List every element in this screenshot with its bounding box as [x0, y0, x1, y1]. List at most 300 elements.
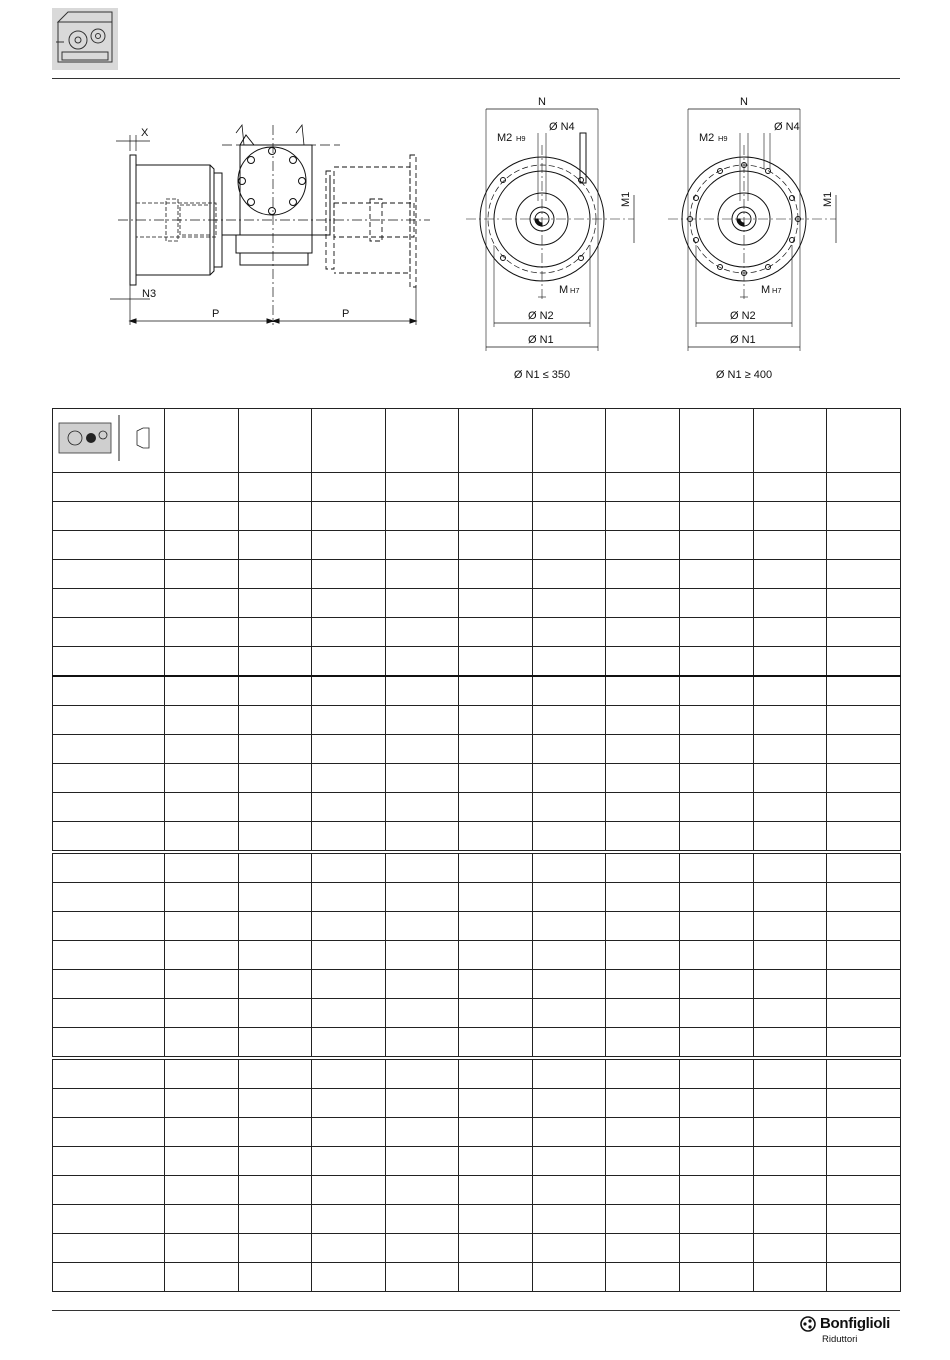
table-cell	[459, 1058, 533, 1089]
table-cell	[680, 1089, 754, 1118]
table-cell	[239, 764, 312, 793]
table-cell	[827, 912, 901, 941]
table-cell	[680, 883, 754, 912]
table-cell	[606, 647, 680, 677]
table-row	[53, 589, 901, 618]
table-cell	[533, 1058, 606, 1089]
table-cell	[239, 1263, 312, 1292]
table-cell	[606, 941, 680, 970]
table-cell	[312, 1234, 386, 1263]
table-cell	[312, 912, 386, 941]
table-cell	[386, 1028, 459, 1059]
table-cell	[606, 764, 680, 793]
table-cell	[165, 1089, 239, 1118]
table-cell	[312, 589, 386, 618]
table-cell	[239, 473, 312, 502]
table-cell	[827, 1058, 901, 1089]
table-cell	[239, 560, 312, 589]
table-cell	[239, 1058, 312, 1089]
table-cell	[312, 1028, 386, 1059]
table-cell	[239, 1234, 312, 1263]
table-cell	[165, 1028, 239, 1059]
table-cell	[680, 647, 754, 677]
table-cell	[606, 1176, 680, 1205]
label-m-tol-small: H7	[570, 286, 580, 295]
table-cell	[239, 589, 312, 618]
table-cell	[827, 822, 901, 853]
bonfiglioli-logo-icon	[800, 1316, 816, 1332]
table-cell	[386, 970, 459, 999]
label-x: X	[141, 127, 149, 139]
table-cell	[680, 1058, 754, 1089]
label-m2-tol-large: H9	[718, 134, 728, 143]
table-cell	[533, 735, 606, 764]
table-cell	[827, 1118, 901, 1147]
table-cell	[459, 1147, 533, 1176]
table-cell	[165, 1147, 239, 1176]
table-row	[53, 1147, 901, 1176]
table-cell	[680, 941, 754, 970]
table-cell	[53, 589, 165, 618]
table-cell	[754, 1263, 827, 1292]
table-cell	[239, 883, 312, 912]
table-cell	[754, 1028, 827, 1059]
table-cell	[754, 1176, 827, 1205]
table-cell	[680, 970, 754, 999]
table-cell	[680, 1028, 754, 1059]
table-cell	[386, 1118, 459, 1147]
table-cell	[827, 618, 901, 647]
label-n2-large: Ø N2	[730, 310, 756, 322]
table-cell	[53, 999, 165, 1028]
table-cell	[459, 1028, 533, 1059]
table-cell	[827, 999, 901, 1028]
label-p-left: P	[212, 308, 220, 320]
table-cell	[239, 618, 312, 647]
table-header-icon-cell	[53, 409, 165, 473]
table-cell	[386, 912, 459, 941]
table-row	[53, 793, 901, 822]
table-cell	[533, 1089, 606, 1118]
table-cell	[459, 1089, 533, 1118]
table-cell	[606, 883, 680, 912]
table-cell	[606, 999, 680, 1028]
table-cell	[680, 560, 754, 589]
table-cell	[386, 852, 459, 883]
table-cell	[459, 793, 533, 822]
table-cell	[165, 1263, 239, 1292]
side-view	[110, 125, 430, 325]
table-row	[53, 706, 901, 735]
table-cell	[827, 764, 901, 793]
table-cell	[533, 1147, 606, 1176]
table-row	[53, 473, 901, 502]
table-cell	[459, 706, 533, 735]
table-cell	[53, 883, 165, 912]
table-cell	[165, 589, 239, 618]
table-row	[53, 647, 901, 677]
table-header-cell	[606, 409, 680, 473]
table-cell	[606, 852, 680, 883]
table-cell	[386, 647, 459, 677]
table-cell	[827, 706, 901, 735]
table-cell	[53, 912, 165, 941]
table-cell	[312, 502, 386, 531]
table-cell	[606, 1147, 680, 1176]
table-cell	[312, 676, 386, 706]
table-cell	[165, 941, 239, 970]
table-cell	[312, 822, 386, 853]
table-cell	[533, 706, 606, 735]
table-cell	[459, 852, 533, 883]
label-n2-small: Ø N2	[528, 310, 554, 322]
table-cell	[239, 999, 312, 1028]
table-row	[53, 1089, 901, 1118]
table-cell	[754, 970, 827, 999]
table-cell	[459, 647, 533, 677]
table-cell	[53, 502, 165, 531]
table-cell	[53, 1147, 165, 1176]
table-cell	[754, 1147, 827, 1176]
label-n-large: N	[740, 96, 748, 108]
table-cell	[386, 883, 459, 912]
table-cell	[827, 647, 901, 677]
table-cell	[459, 1234, 533, 1263]
table-cell	[533, 647, 606, 677]
table-cell	[533, 883, 606, 912]
table-cell	[606, 1263, 680, 1292]
table-cell	[533, 1263, 606, 1292]
footer-rule	[52, 1310, 900, 1311]
label-m2-tol-small: H9	[516, 134, 526, 143]
table-cell	[827, 1028, 901, 1059]
table-cell	[680, 1234, 754, 1263]
table-cell	[606, 560, 680, 589]
table-cell	[312, 941, 386, 970]
table-cell	[386, 676, 459, 706]
table-cell	[53, 473, 165, 502]
table-cell	[754, 1089, 827, 1118]
table-cell	[239, 676, 312, 706]
table-cell	[312, 793, 386, 822]
table-cell	[754, 647, 827, 677]
table-cell	[754, 560, 827, 589]
label-p-right: P	[342, 308, 350, 320]
table-cell	[239, 706, 312, 735]
table-cell	[533, 560, 606, 589]
table-cell	[827, 883, 901, 912]
table-cell	[312, 883, 386, 912]
table-row	[53, 676, 901, 706]
table-cell	[165, 822, 239, 853]
table-cell	[312, 531, 386, 560]
table-cell	[827, 1205, 901, 1234]
table-cell	[533, 822, 606, 853]
table-cell	[239, 735, 312, 764]
label-n4-small: Ø N4	[549, 121, 575, 133]
table-row	[53, 999, 901, 1028]
table-cell	[533, 1205, 606, 1234]
table-row	[53, 970, 901, 999]
label-n4-large: Ø N4	[774, 121, 800, 133]
table-cell	[606, 1234, 680, 1263]
table-cell	[53, 793, 165, 822]
table-header-cell	[386, 409, 459, 473]
table-cell	[165, 706, 239, 735]
table-cell	[53, 852, 165, 883]
table-cell	[533, 764, 606, 793]
table-row	[53, 1263, 901, 1292]
table-cell	[239, 647, 312, 677]
table-cell	[754, 706, 827, 735]
table-cell	[533, 502, 606, 531]
label-n-small: N	[538, 96, 546, 108]
table-cell	[827, 1234, 901, 1263]
table-cell	[312, 473, 386, 502]
table-cell	[312, 1147, 386, 1176]
table-cell	[533, 912, 606, 941]
label-m1-large: M1	[822, 191, 834, 207]
table-cell	[53, 618, 165, 647]
table-cell	[606, 1118, 680, 1147]
table-cell	[53, 764, 165, 793]
table-cell	[239, 822, 312, 853]
table-cell	[53, 1118, 165, 1147]
table-cell	[239, 941, 312, 970]
table-cell	[680, 852, 754, 883]
table-cell	[754, 531, 827, 560]
table-cell	[165, 764, 239, 793]
table-cell	[680, 735, 754, 764]
table-cell	[239, 852, 312, 883]
table-cell	[827, 970, 901, 999]
table-cell	[459, 822, 533, 853]
table-header-cell	[754, 409, 827, 473]
table-cell	[165, 560, 239, 589]
table-cell	[53, 1058, 165, 1089]
table-cell	[239, 1118, 312, 1147]
table-cell	[680, 706, 754, 735]
table-cell	[680, 793, 754, 822]
table-header-cell	[312, 409, 386, 473]
table-cell	[459, 676, 533, 706]
table-cell	[533, 793, 606, 822]
caption-large-flange: Ø N1 ≥ 400	[715, 369, 773, 381]
table-cell	[606, 618, 680, 647]
table-cell	[754, 1058, 827, 1089]
table-cell	[680, 589, 754, 618]
table-cell	[312, 1205, 386, 1234]
table-cell	[53, 647, 165, 677]
table-header-row	[53, 409, 901, 473]
table-cell	[312, 618, 386, 647]
table-row	[53, 1234, 901, 1263]
table-cell	[827, 502, 901, 531]
table-cell	[680, 473, 754, 502]
gearbox-thumbnail-icon	[52, 8, 118, 70]
table-cell	[165, 970, 239, 999]
table-cell	[754, 852, 827, 883]
table-cell	[680, 676, 754, 706]
table-cell	[606, 531, 680, 560]
table-cell	[386, 1205, 459, 1234]
table-cell	[386, 1176, 459, 1205]
table-cell	[312, 647, 386, 677]
table-cell	[754, 618, 827, 647]
table-cell	[754, 822, 827, 853]
dimensions-table	[52, 408, 901, 1292]
table-cell	[386, 1058, 459, 1089]
table-header-cell	[533, 409, 606, 473]
table-cell	[312, 1058, 386, 1089]
table-cell	[459, 560, 533, 589]
table-cell	[239, 912, 312, 941]
table-row	[53, 1028, 901, 1059]
table-cell	[459, 618, 533, 647]
table-cell	[239, 1147, 312, 1176]
table-row	[53, 560, 901, 589]
table-cell	[827, 793, 901, 822]
table-cell	[754, 1205, 827, 1234]
table-cell	[53, 531, 165, 560]
table-cell	[459, 531, 533, 560]
table-cell	[53, 1234, 165, 1263]
table-row	[53, 822, 901, 853]
table-cell	[606, 473, 680, 502]
table-cell	[459, 502, 533, 531]
table-cell	[533, 676, 606, 706]
table-cell	[386, 1089, 459, 1118]
table-cell	[165, 473, 239, 502]
table-cell	[239, 1205, 312, 1234]
table-row	[53, 531, 901, 560]
table-cell	[754, 764, 827, 793]
table-cell	[533, 1234, 606, 1263]
table-cell	[827, 1089, 901, 1118]
label-m1-small: M1	[620, 191, 632, 207]
table-cell	[606, 912, 680, 941]
table-cell	[459, 912, 533, 941]
label-m-small: M	[559, 284, 569, 296]
table-cell	[533, 473, 606, 502]
table-cell	[680, 1118, 754, 1147]
table-cell	[533, 589, 606, 618]
table-cell	[754, 912, 827, 941]
table-cell	[53, 1205, 165, 1234]
table-cell	[680, 822, 754, 853]
table-cell	[754, 1234, 827, 1263]
table-cell	[459, 1118, 533, 1147]
table-cell	[827, 1147, 901, 1176]
table-cell	[53, 1176, 165, 1205]
table-cell	[680, 531, 754, 560]
table-cell	[386, 618, 459, 647]
table-cell	[165, 1205, 239, 1234]
table-cell	[533, 531, 606, 560]
table-cell	[312, 1176, 386, 1205]
table-cell	[165, 502, 239, 531]
table-row	[53, 618, 901, 647]
table-cell	[827, 531, 901, 560]
table-row	[53, 912, 901, 941]
table-cell	[754, 676, 827, 706]
caption-small-flange: Ø N1 ≤ 350	[513, 369, 571, 381]
table-cell	[533, 970, 606, 999]
table-header-cell	[165, 409, 239, 473]
table-cell	[165, 1118, 239, 1147]
table-cell	[606, 1205, 680, 1234]
table-cell	[533, 1118, 606, 1147]
table-cell	[165, 999, 239, 1028]
label-n3: N3	[142, 288, 157, 300]
table-cell	[386, 473, 459, 502]
table-cell	[312, 735, 386, 764]
table-cell	[533, 852, 606, 883]
table-cell	[680, 1147, 754, 1176]
table-row	[53, 735, 901, 764]
table-cell	[386, 1234, 459, 1263]
table-cell	[386, 735, 459, 764]
label-m-large: M	[761, 284, 771, 296]
brand-name: Bonfiglioli	[820, 1315, 891, 1332]
table-cell	[239, 531, 312, 560]
label-m-tol-large: H7	[772, 286, 782, 295]
table-cell	[312, 1118, 386, 1147]
table-cell	[165, 735, 239, 764]
gearbox-flange-icon	[53, 409, 165, 467]
table-row	[53, 941, 901, 970]
table-cell	[533, 618, 606, 647]
table-cell	[827, 1176, 901, 1205]
table-cell	[53, 822, 165, 853]
table-row	[53, 1058, 901, 1089]
table-cell	[754, 589, 827, 618]
table-cell	[606, 676, 680, 706]
table-cell	[680, 1263, 754, 1292]
table-cell	[386, 502, 459, 531]
table-cell	[459, 735, 533, 764]
table-cell	[53, 1089, 165, 1118]
table-row	[53, 852, 901, 883]
table-cell	[312, 706, 386, 735]
table-row	[53, 764, 901, 793]
table-header-cell	[459, 409, 533, 473]
table-cell	[459, 999, 533, 1028]
table-cell	[386, 1263, 459, 1292]
table-row	[53, 502, 901, 531]
table-cell	[239, 502, 312, 531]
table-cell	[680, 1176, 754, 1205]
table-cell	[312, 1089, 386, 1118]
table-cell	[386, 999, 459, 1028]
table-cell	[239, 970, 312, 999]
table-cell	[239, 1176, 312, 1205]
table-cell	[606, 706, 680, 735]
table-cell	[533, 999, 606, 1028]
technical-drawing	[0, 85, 950, 385]
table-cell	[53, 676, 165, 706]
table-cell	[239, 1028, 312, 1059]
table-cell	[165, 912, 239, 941]
table-cell	[606, 822, 680, 853]
table-cell	[53, 970, 165, 999]
table-row	[53, 1205, 901, 1234]
table-cell	[386, 764, 459, 793]
table-cell	[533, 941, 606, 970]
table-row	[53, 1176, 901, 1205]
label-n1-small: Ø N1	[528, 334, 554, 346]
table-cell	[53, 706, 165, 735]
